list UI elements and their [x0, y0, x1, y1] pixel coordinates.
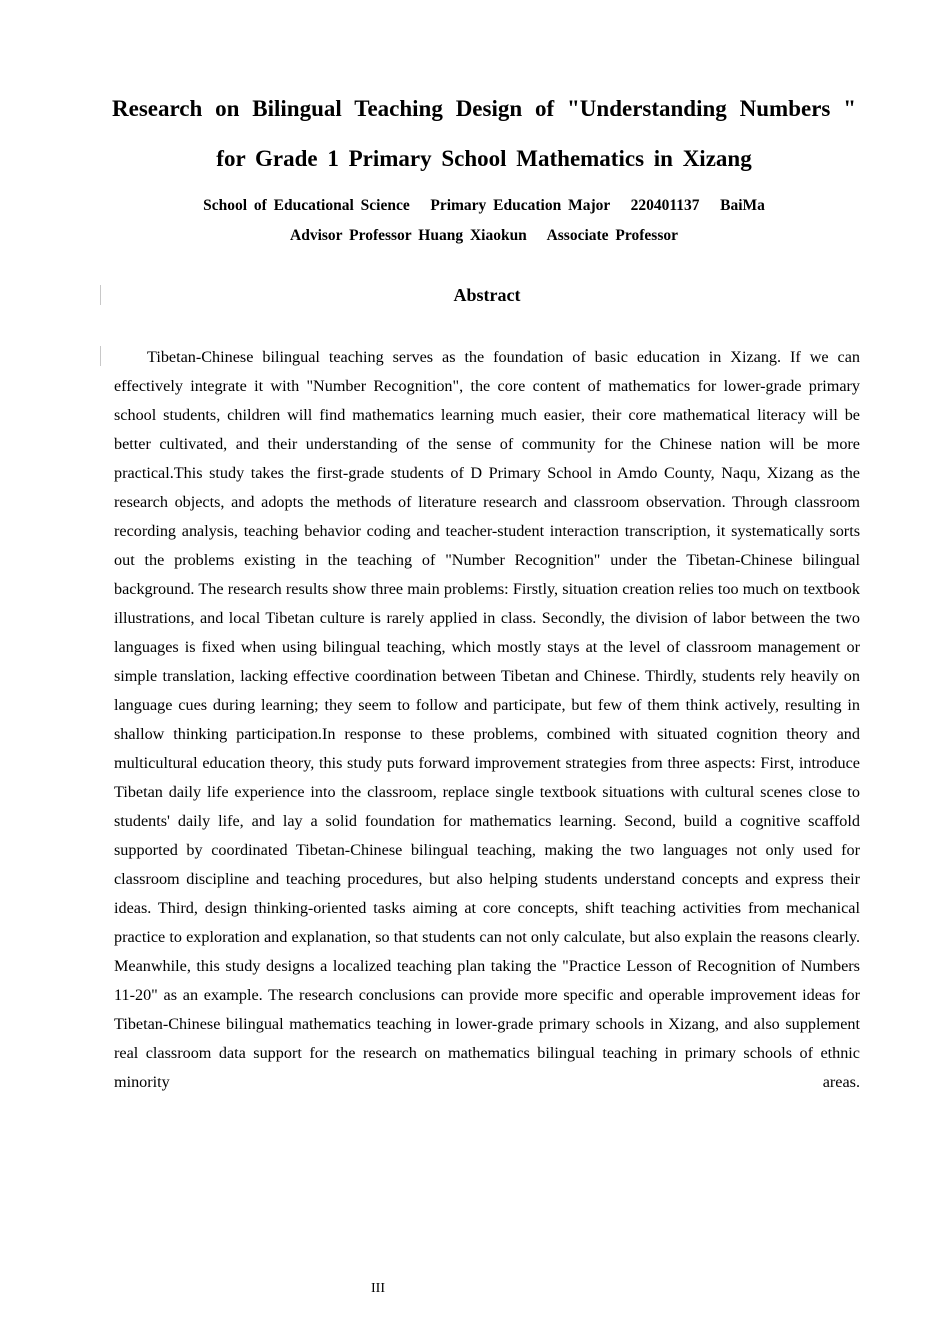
abstract-heading: Abstract — [453, 285, 521, 305]
paper-title: Research on Bilingual Teaching Design of "Understanding Numbers " for Grade 1 Primary School Mathematics in Xizang — [112, 96, 856, 171]
page-number: III — [371, 1281, 385, 1296]
abstract-body: Tibetan-Chinese bilingual teaching serves as the foundation of basic education in Xizang. If we can effectively integrate it with "Number Recognition", the core content of mathematics for lower-grade primary school students, children will find mathematics learning much easier, their core mathematical literacy will be better cultivated, and their understanding of the sense of community for the Chinese nation will be more practical.This study takes the first-grade students of D Primary School in Amdo County, Naqu, Xizang as the research objects, and adopts the methods of literature research and classroom observation. Through classroom recording analysis, teaching behavior coding and teacher-student interaction transcription, it systematically sorts out the problems existing in the teaching of "Number Recognition" under the Tibetan-Chinese bilingual background. The research results show three main problems: Firstly, situation creation relies too much on textbook illustrations, and local Tibetan culture is rarely applied in class. Secondly, the division of labor between the two languages is fixed when using bilingual teaching, which mostly stays at the level of classroom management or simple translation, lacking effective coordination between Tibetan and Chinese. Thirdly, students rely heavily on language cues during learning; they seem to follow and participate, but few of them think actively, resulting in shallow thinking participation.In response to these problems, combined with situated cognition theory and multicultural education theory, this study puts forward improvement strategies from three aspects: First, introduce Tibetan daily life experience into the classroom, replace single textbook situations with cultural scenes close to students' daily life, and lay a solid foundation for mathematics learning. Second, build a cognitive scaffold supported by coordinated Tibetan-Chinese bilingual teaching, making the two languages not only used for classroom discipline and teaching procedures, but also helping students understand concepts and express their ideas. Third, design thinking-oriented tasks aiming at core concepts, shift teaching activities from mechanical practice to exploration and explanation, so that students can not only calculate, but also explain the reasons clearly. Meanwhile, this study designs a localized teaching plan taking the "Practice Lesson of Recognition of Numbers 11-20" as an example. The research conclusions can provide more specific and operable improvement ideas for Tibetan-Chinese bilingual mathematics teaching in lower-grade primary schools in Xizang, and also supplement real classroom data support for the research on mathematics bilingual teaching in primary schools of ethnic minority areas. — [114, 348, 860, 1091]
author-info: School of Educational Science Primary Education Major 220401137 BaiMa — [203, 197, 765, 214]
margin-marker — [100, 346, 101, 366]
advisor-info: Advisor Professor Huang Xiaokun Associate Professor — [290, 227, 678, 244]
margin-marker — [100, 285, 101, 305]
